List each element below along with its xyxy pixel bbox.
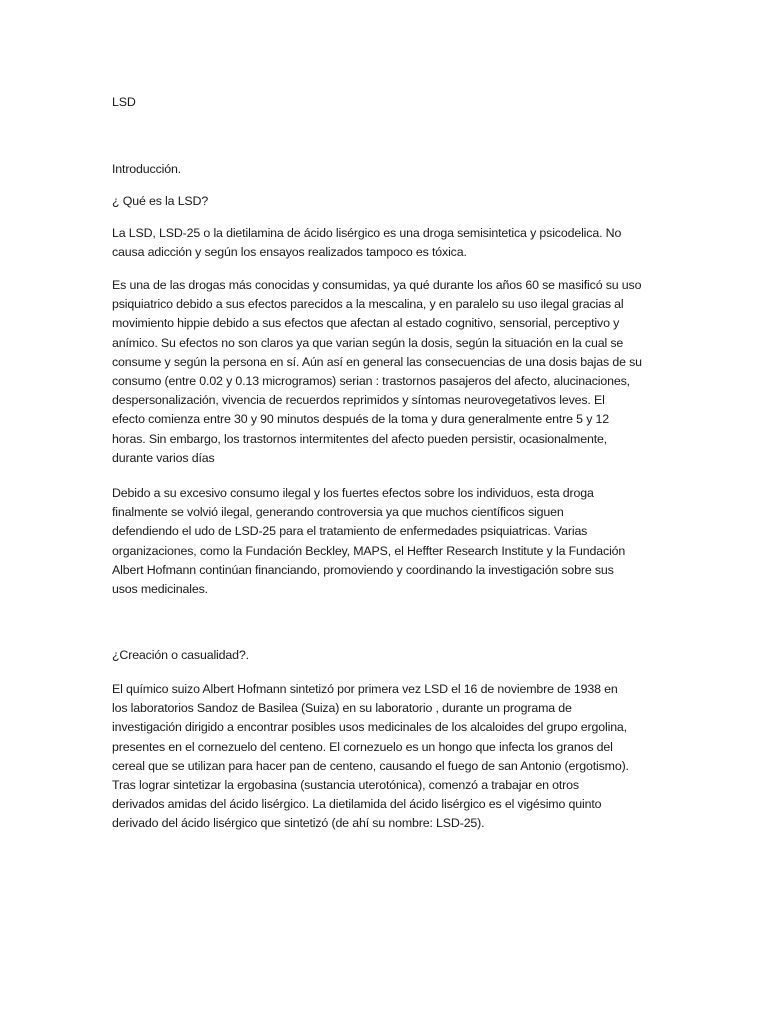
paragraph-4	[112, 680, 660, 834]
question-heading: ¿ Qué es la LSD?	[112, 194, 209, 208]
document-title: LSD	[112, 95, 136, 109]
paragraph-2	[112, 276, 660, 468]
text-line: organizaciones, como la Fundación Beckley, MAPS, el Heffter Research Institute y la Fundación	[112, 543, 626, 558]
intro-heading: Introducción.	[112, 162, 181, 176]
text-line: anímico. Su efectos no son claros ya que varian según la dosis, según la situación en la cual se	[112, 335, 624, 350]
text-line: Tras lograr sintetizar la ergobasina (sustancia uterotónica), comenzó a trabajar en otros	[112, 778, 579, 793]
text-line: causa adicción y según los ensayos realizados tampoco es tóxica.	[112, 245, 467, 260]
paragraph-1	[112, 224, 660, 262]
text-line: investigación dirigido a encontrar posibles usos medicinales de los alcaloides del grupo ergolina,	[112, 720, 627, 735]
paragraph-3	[112, 484, 660, 599]
text-line: derivado del ácido lisérgico que sintetizó (de ahí su nombre: LSD-25).	[112, 816, 485, 831]
text-line: horas. Sin embargo, los trastornos intermitentes del afecto pueden persistir, ocasionalmente,	[112, 431, 608, 446]
text-line: derivados amidas del ácido lisérgico. La dietilamida del ácido lisérgico es el vigésimo quinto	[112, 797, 602, 812]
text-line: defendiendo el udo de LSD-25 para el tratamiento de enfermedades psiquiatricas. Varias	[112, 524, 588, 539]
text-line: los laboratorios Sandoz de Basilea (Suiza) en su laboratorio , durante un programa de	[112, 701, 572, 716]
text-line: psiquiatrico debido a sus efectos parecidos a la mescalina, y en paralelo su uso ilegal gracias al	[112, 297, 624, 312]
text-line: consume y según la persona en sí. Aún así en general las consecuencias de una dosis bajas de su	[112, 354, 642, 369]
text-line: consumo (entre 0.02 y 0.13 microgramos) serian : trastornos pasajeros del afecto, alucinaciones,	[112, 374, 630, 389]
text-line: movimiento hippie debido a sus efectos que afectan al estado cognitivo, sensorial, perceptivo y	[112, 316, 620, 331]
text-line: usos medicinales.	[112, 582, 208, 597]
text-line: presentes en el cornezuelo del centeno. El cornezuelo es un hongo que infecta los granos del	[112, 739, 613, 754]
text-line: El químico suizo Albert Hofmann sintetizó por primera vez LSD el 16 de noviembre de 1938 en	[112, 682, 618, 696]
text-line: despersonalización, vivencia de recuerdos reprimidos y síntomas neurovegetativos leves. El	[112, 393, 605, 408]
text-line: Albert Hofmann continúan financiando, promoviendo y coordinando la investigación sobre sus	[112, 562, 614, 577]
text-line: cereal que se utilizan para hacer pan de centeno, causando el fuego de san Antonio (ergotismo).	[112, 758, 629, 773]
text-line: Es una de las drogas más conocidas y consumidas, ya qué durante los años 60 se masificó su uso	[112, 278, 642, 292]
text-line: Debido a su excesivo consumo ilegal y los fuertes efectos sobre los individuos, esta droga	[112, 486, 594, 500]
text-line: durante varios días	[112, 450, 215, 465]
text-line: efecto comienza entre 30 y 90 minutos después de la toma y dura generalmente entre 5 y 12	[112, 412, 610, 427]
text-line: finalmente se volvió ilegal, generando controversia ya que muchos científicos siguen	[112, 505, 564, 520]
text-line: La LSD, LSD-25 o la dietilamina de ácido lisérgico es una droga semisintetica y psicodelica. No	[112, 226, 622, 240]
section-heading: ¿Creación o casualidad?.	[112, 648, 249, 662]
